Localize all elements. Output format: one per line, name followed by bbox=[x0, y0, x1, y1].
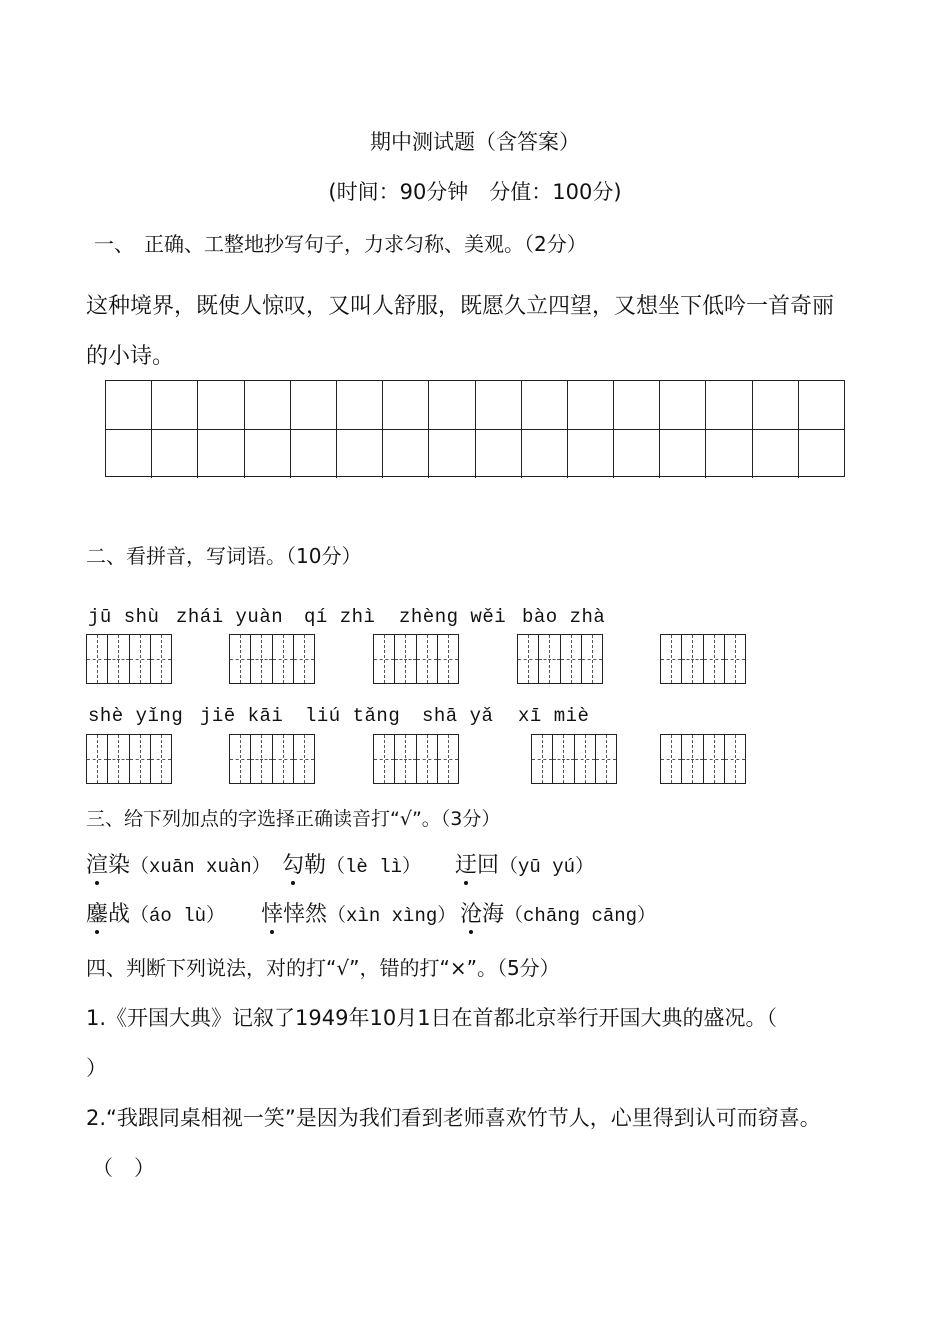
pinyin-label: xī miè bbox=[518, 705, 590, 727]
pinyin-label: zhèng wěi bbox=[399, 606, 507, 628]
pinyin-label: qí zhì bbox=[304, 606, 376, 628]
question-2: 2.“我跟同桌相视一笑”是因为我们看到老师喜欢竹节人，心里得到认可而窃喜。 bbox=[86, 1106, 821, 1130]
answer-box[interactable] bbox=[660, 634, 746, 684]
word-rest: 勒 bbox=[304, 853, 327, 878]
pinyin-label: jū shù bbox=[88, 606, 160, 628]
answer-box[interactable] bbox=[373, 634, 459, 684]
question-2-answer-bracket[interactable]: （ ） bbox=[92, 1156, 155, 1180]
answer-box[interactable] bbox=[86, 634, 172, 684]
pinyin-label: shè yǐng bbox=[88, 705, 184, 727]
reading-item bbox=[261, 897, 456, 928]
pinyin-label: liú tǎng bbox=[305, 705, 401, 727]
copy-sentence-line2: 的小诗。 bbox=[86, 344, 175, 369]
word-rest: 回 bbox=[477, 853, 500, 878]
dotted-char: 勾 bbox=[282, 848, 304, 879]
word-rest: 悻然 bbox=[283, 902, 328, 927]
answer-box[interactable] bbox=[373, 734, 459, 784]
pinyin-options: （lè lì） bbox=[326, 856, 422, 878]
reading-item bbox=[86, 897, 225, 928]
answer-box[interactable] bbox=[229, 634, 315, 684]
word-rest: 战 bbox=[108, 902, 131, 927]
section1-heading: 一、 正确、工整地抄写句子，力求匀称、美观。（2分） bbox=[94, 232, 587, 256]
answer-box[interactable] bbox=[531, 734, 617, 784]
copy-sentence-line1: 这种境界，既使人惊叹，又叫人舒服，既愿久立四望，又想坐下低吟一首奇丽 bbox=[86, 294, 835, 319]
reading-item bbox=[460, 897, 656, 928]
grid-row bbox=[106, 429, 844, 478]
dotted-char: 沧 bbox=[460, 897, 482, 928]
pinyin-label: shā yǎ bbox=[422, 705, 494, 727]
answer-box[interactable] bbox=[229, 734, 315, 784]
copy-writing-grid[interactable] bbox=[105, 380, 845, 477]
page-title: 期中测试题（含答案） bbox=[370, 130, 580, 154]
pinyin-options: （chāng cāng） bbox=[504, 905, 657, 927]
answer-box[interactable] bbox=[660, 734, 746, 784]
dotted-char: 悻 bbox=[261, 897, 283, 928]
reading-item bbox=[282, 848, 421, 879]
section4-heading: 四、判断下列说法，对的打“√”，错的打“×”。（5分） bbox=[86, 956, 560, 980]
pinyin-options: （áo lù） bbox=[130, 905, 226, 927]
pinyin-label: zhái yuàn bbox=[176, 606, 284, 628]
reading-item bbox=[86, 848, 271, 879]
dotted-char: 鏖 bbox=[86, 897, 108, 928]
pinyin-label: jiē kāi bbox=[200, 705, 284, 727]
dotted-char: 迂 bbox=[455, 848, 477, 879]
dotted-char: 渲 bbox=[86, 848, 108, 879]
answer-box[interactable] bbox=[86, 734, 172, 784]
section3-heading: 三、给下列加点的字选择正确读音打“√”。（3分） bbox=[86, 808, 501, 830]
pinyin-options: （xuān xuàn） bbox=[130, 856, 271, 878]
grid-row bbox=[106, 381, 844, 429]
pinyin-options: （xìn xìng） bbox=[327, 905, 457, 927]
word-rest: 海 bbox=[482, 902, 505, 927]
section2-heading: 二、看拼音，写词语。（10分） bbox=[86, 544, 362, 568]
answer-box[interactable] bbox=[517, 634, 603, 684]
pinyin-options: （yū yú） bbox=[499, 856, 595, 878]
word-rest: 染 bbox=[108, 853, 131, 878]
question-1-answer-bracket[interactable]: ） bbox=[86, 1056, 107, 1080]
pinyin-label: bào zhà bbox=[522, 606, 606, 628]
exam-info: (时间：90分钟 分值：100分) bbox=[328, 180, 622, 204]
reading-item bbox=[455, 848, 594, 879]
question-1: 1.《开国大典》记叙了1949年10月1日在首都北京举行开国大典的盛况。（ bbox=[86, 1006, 778, 1030]
